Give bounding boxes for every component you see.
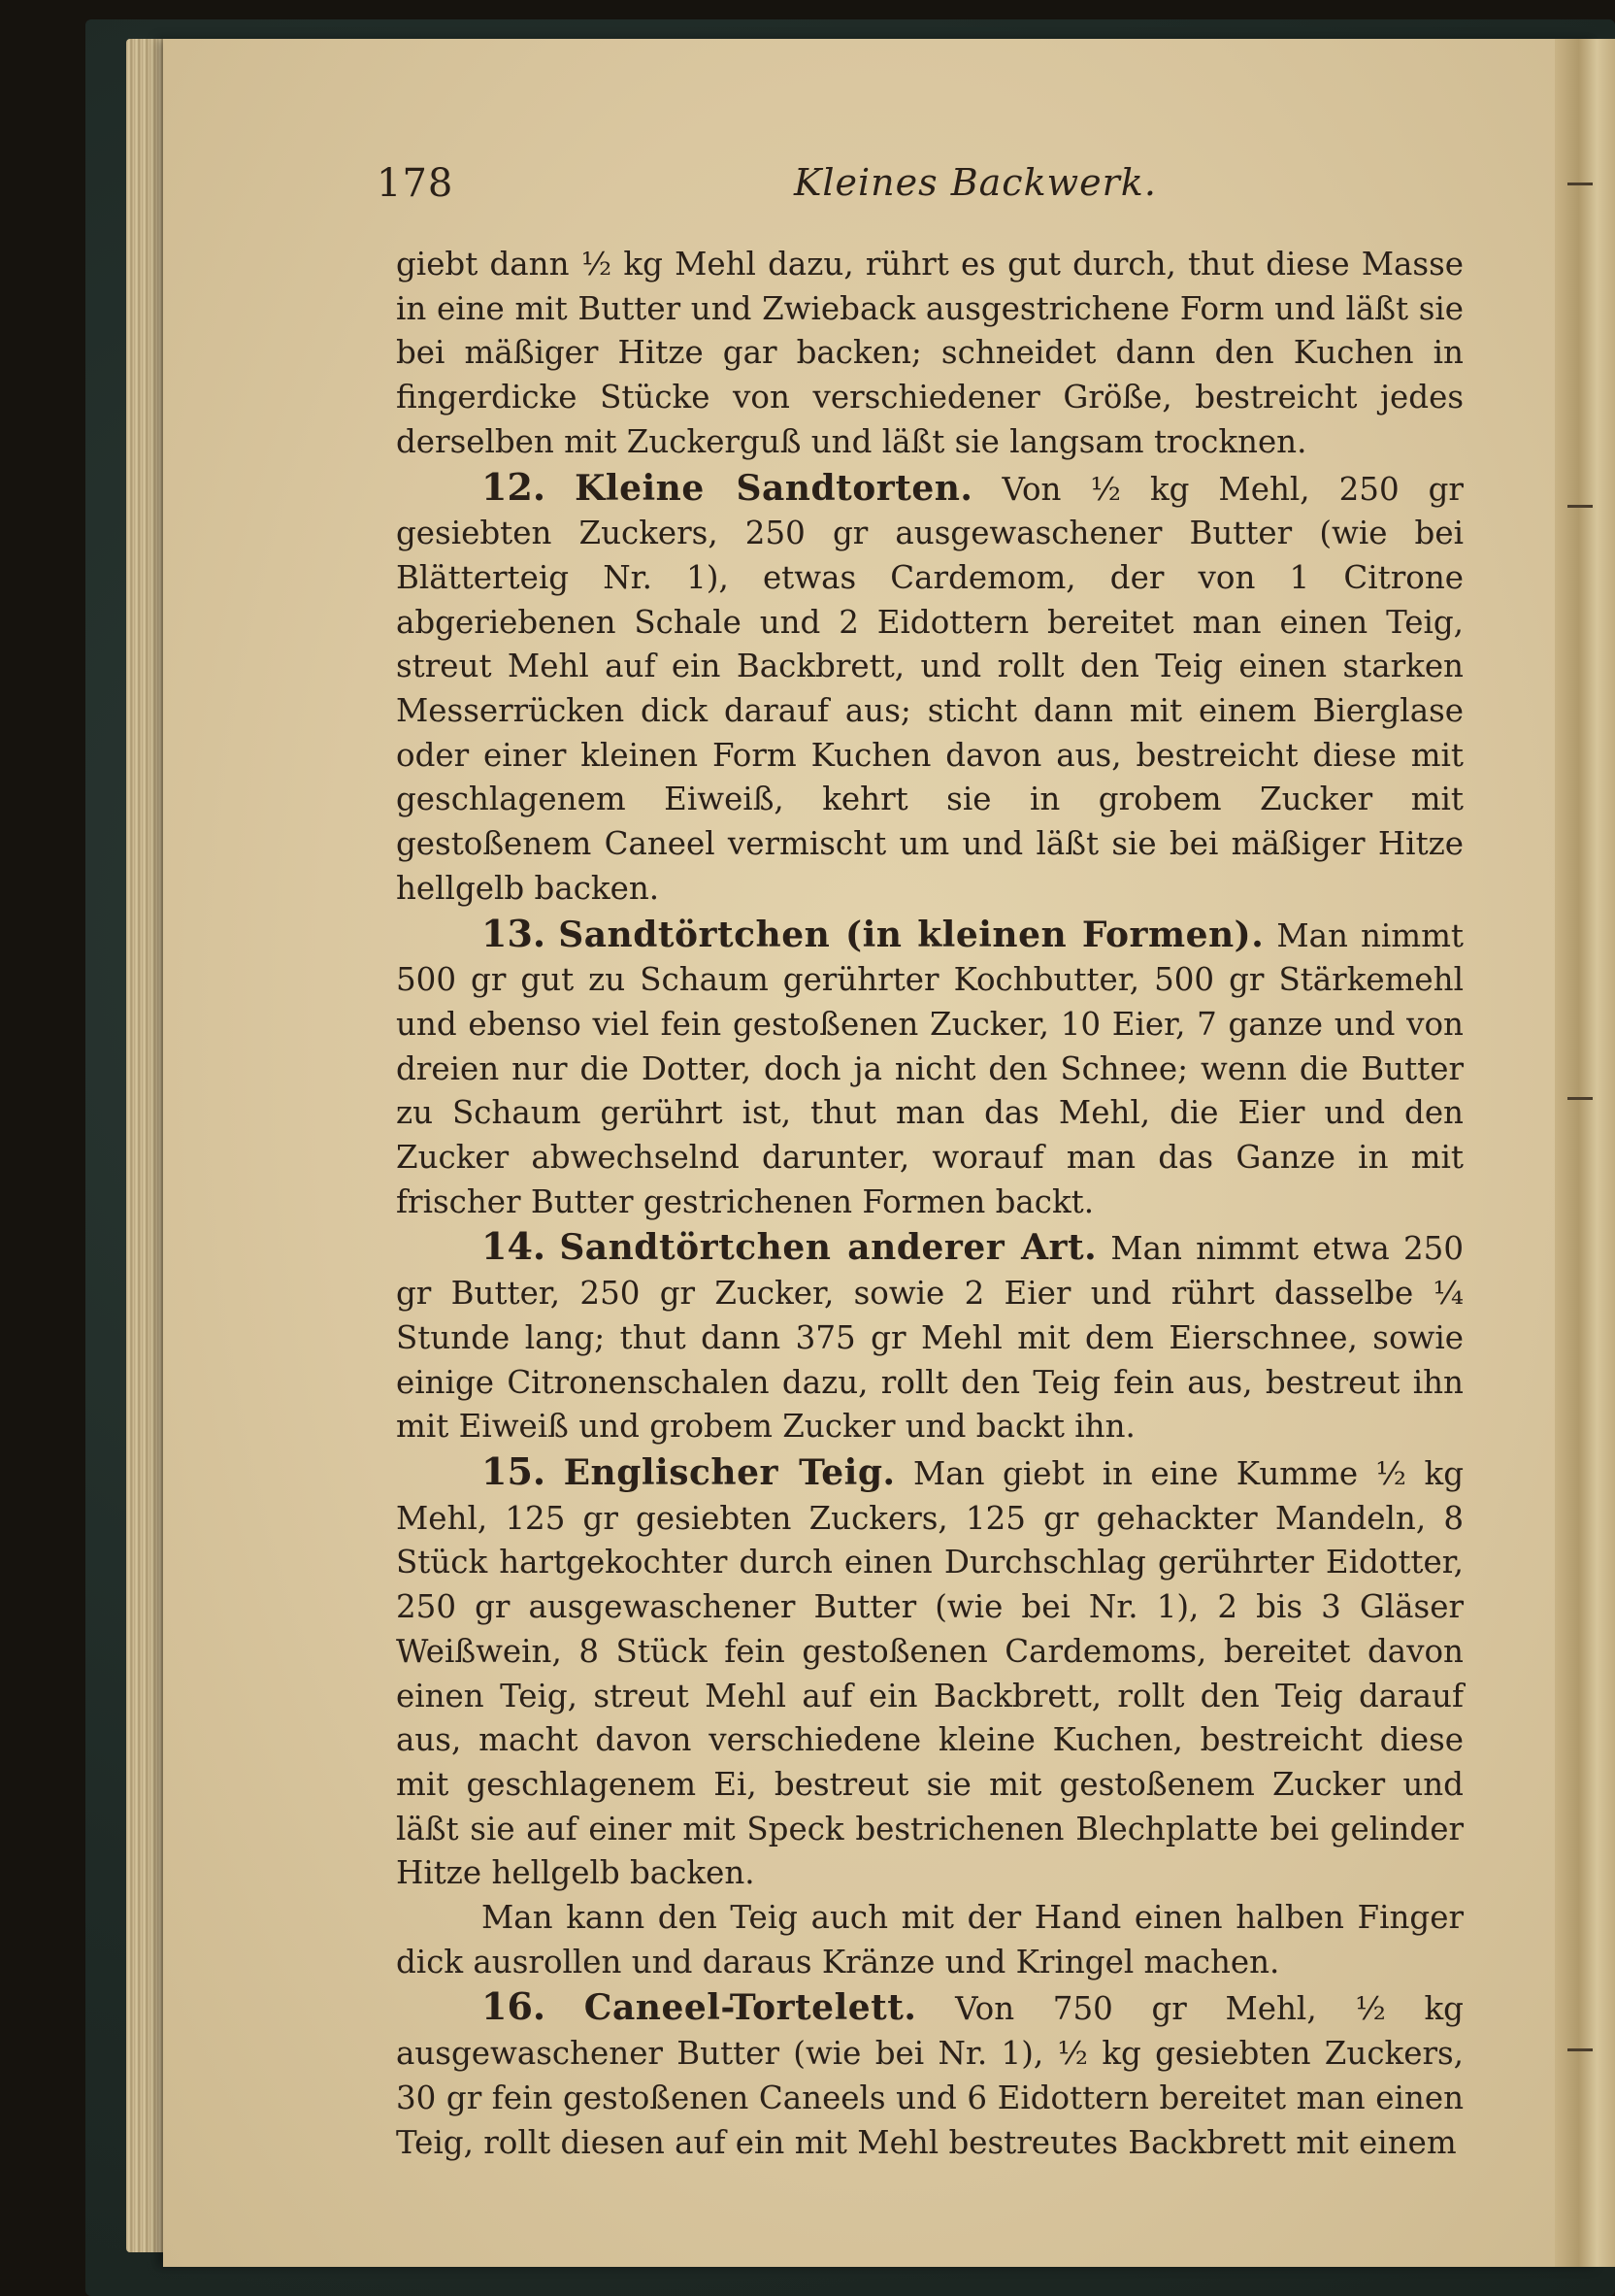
- recipe-text: Man nimmt etwa 250 gr Butter, 250 gr Zucker, sowie 2 Eier und rührt dasselbe ¼ Stunde lang; thut dann 375 gr Mehl mit dem Eierschnee, sowie einige Citronenschalen dazu, rollt den Teig fein aus, bestreut ihn mit Eiweiß und grobem Zucker und backt ihn.: [396, 1230, 1464, 1446]
- gutter-mark: [1567, 1097, 1593, 1100]
- page-header: [377, 161, 1541, 219]
- recipe-title: Caneel-Tortelett.: [583, 1987, 917, 2029]
- recipe-14: [396, 1224, 1464, 1449]
- recipe-text: Man nimmt 500 gr gut zu Schaum gerührter Kochbutter, 500 gr Stärkemehl und ebenso viel fein gestoßenen Zucker, 10 Eier, 7 ganze und von dreien nur die Dotter, doch ja nicht den Schnee; wenn die Butter zu Schaum gerührt ist, thut man das Mehl, die Eier und den Zucker abwechselnd darunter, worauf man das Ganze in mit frischer Butter gestrichenen Formen backt.: [396, 916, 1464, 1220]
- recipe-number: 14.: [481, 1224, 546, 1269]
- recipe-15: [396, 1449, 1464, 1896]
- recipe-16: [396, 1984, 1464, 2165]
- intro-paragraph: giebt dann ½ kg Mehl dazu, rührt es gut durch, thut diese Masse in eine mit Butter und Zwieback ausgestrichene Form und läßt sie bei mäßiger Hitze gar backen; schneidet dann den Kuchen in fingerdicke Stücke von verschiedener Größe, bestreicht jedes derselben mit Zuckerguß und läßt sie langsam trocknen.: [396, 246, 1464, 460]
- recipe-text: Von ½ kg Mehl, 250 gr gesiebten Zuckers, 250 gr ausgewaschener Butter (wie bei Blätterteig Nr. 1), etwas Cardemom, der von 1 Citrone abgeriebenen Schale und 2 Eidottern bereitet man einen Teig, streut Mehl auf ein Backbrett, und rollt den Teig einen starken Messerrücken dick darauf aus; sticht dann mit einem Bierglase oder einer kleinen Form Kuchen davon aus, bestreicht diese mit geschlagenem Eiweiß, kehrt sie in grobem Zucker mit gestoßenem Caneel vermischt um und läßt sie bei mäßiger Hitze hellgelb backen.: [396, 470, 1464, 907]
- page-text: [396, 243, 1464, 2165]
- next-page-gutter: [1555, 39, 1615, 2267]
- recipe-15-note: Man kann den Teig auch mit der Hand einen halben Finger dick ausrollen und daraus Kränze und Kringel machen.: [396, 1899, 1464, 1980]
- recipe-title: Sandtörtchen anderer Art.: [559, 1227, 1098, 1269]
- recipe-13: [396, 912, 1464, 1225]
- recipe-number: 16.: [481, 1984, 546, 2029]
- recipe-number: 13.: [481, 911, 546, 955]
- recipe-title: Englischer Teig.: [563, 1451, 896, 1493]
- recipe-title: Sandtörtchen (in kleinen Formen).: [558, 914, 1265, 955]
- recipe-number: 12.: [481, 464, 546, 509]
- recipe-text: Man giebt in eine Kumme ½ kg Mehl, 125 gr gesiebten Zuckers, 125 gr gehackter Mandeln, 8 Stück hartgekochter durch einen Durchschlag gerührter Eidotter, 250 gr ausgewaschener Butter (wie bei Nr. 1), 2 bis 3 Gläser Weißwein, 8 Stück fein gestoßenen Cardemoms, bereitet davon einen Teig, streut Mehl auf ein Backbrett, rollt den Teig darauf aus, macht davon verschiedene kleine Kuchen, bestreicht diese mit geschlagenem Ei, bestreut sie mit gestoßenem Zucker und läßt sie auf einer mit Speck bestrichenen Blechplatte bei gelinder Hitze hellgelb backen.: [396, 1454, 1464, 1892]
- page-number: 178: [377, 161, 454, 206]
- gutter-mark: [1567, 183, 1593, 185]
- recipe-text: Von 750 gr Mehl, ½ kg ausgewaschener Butter (wie bei Nr. 1), ½ kg gesiebten Zuckers, 30 gr fein gestoßenen Caneels und 6 Eidottern bereitet man einen Teig, rollt diesen auf ein mit Mehl bestreutes Backbrett mit einem: [396, 1990, 1464, 2161]
- recipe-number: 15.: [481, 1448, 546, 1493]
- recipe-12: [396, 465, 1464, 912]
- running-title: Kleines Backwerk.: [794, 161, 1157, 204]
- recipe-title: Kleine Sandtorten.: [575, 467, 973, 509]
- gutter-mark: [1567, 505, 1593, 508]
- gutter-mark: [1567, 2048, 1593, 2051]
